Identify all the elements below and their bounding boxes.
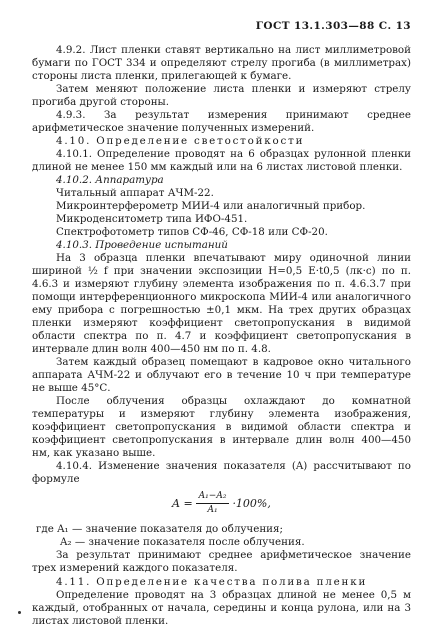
where-line-2: A₂ — значение показателя после облучения. xyxy=(60,536,305,548)
paragraph-4-10-1: 4.10.1. Определение проводят на 6 образцах рулонной пленки длиной не менее 150 мм каждый или на 6 листах листовой пленки. xyxy=(32,148,411,173)
formula-lhs: A = xyxy=(172,497,193,510)
paragraph-result: За результат принимают среднее арифметическое значение трех измерений каждого показателя. xyxy=(32,549,411,574)
subheading-procedure: 4.10.3. Проведение испытаний xyxy=(56,239,228,251)
apparatus-item-2: Микроинтерферометр МИИ-4 или аналогичный прибор. xyxy=(56,200,366,212)
apparatus-item-1: Читальный аппарат АЧМ-22. xyxy=(56,187,214,199)
header-title: ГОСТ 13.1.303—88 С. 13 xyxy=(255,20,411,32)
section-heading-4-10: 4.10. Определение светостойкости xyxy=(56,135,305,147)
paragraph-4-10-4: 4.10.4. Изменение значения показателя (A) рассчитывают по формуле xyxy=(32,460,411,485)
subheading-apparatus: 4.10.2. Аппаратура xyxy=(56,174,164,186)
formula-fraction xyxy=(196,490,230,517)
where-line-1: где A₁ — значение показателя до облучения; xyxy=(36,523,284,535)
formula-rhs: ·100%, xyxy=(232,497,271,510)
section-heading-4-11: 4.11. Определение качества полива пленки xyxy=(56,576,368,588)
formula-denominator: A₁ xyxy=(207,505,218,515)
paragraph-4-11: Определение проводят на 3 образцах длиной не менее 0,5 м каждый, отобранных от начала, середины и конца рулона, или на 3 листах листовой пленки. xyxy=(32,589,411,627)
paragraph-4-9-3: 4.9.3. За результат измерения принимают среднее арифметическое значение полученных измерений. xyxy=(32,109,411,134)
paragraph-procedure: На 3 образца пленки впечатывают миру одиночной линии шириной ½ f при значении экспозиции H=0,5 E·t0,5 (лк·с) по п. 4.6.3 и измеряют глубину элемента изображения по п. 4.6.3.7 при помощи интерференционного микроскопа МИИ-4 или аналогичного ему прибора с погрешностью ±0,1 мкм. На трех других образцах пленки измеряют коэффициент светопропускания в видимой области спектра по п. 4.7 и коэффициент светопропускания в интервале длин волн 400—450 нм по п. 4.8. xyxy=(32,252,411,355)
paragraph-turn-sheet: Затем меняют положение листа пленки и измеряют стрелу прогиба другой стороны. xyxy=(32,83,411,108)
paragraph-irradiation: Затем каждый образец помещают в кадровое окно читального аппарата АЧМ-22 и облучают его в течение 10 ч при температуре не выше 45°С. xyxy=(32,356,411,394)
apparatus-item-3: Микроденситометр типа ИФО-451. xyxy=(56,213,248,225)
formula xyxy=(172,490,411,517)
paragraph-4-9-2: 4.9.2. Лист пленки ставят вертикально на лист миллиметровой бумаги по ГОСТ 334 и определяют стрелу прогиба (в миллиметрах) стороны листа пленки, прилегающей к бумаге. xyxy=(32,44,411,82)
paragraph-after-irradiation: После облучения образцы охлаждают до комнатной температуры и измеряют глубину элемента изображения, коэффициент светопропускания в видимой области спектра и коэффициент светопропускания в интервале длин волн 400—450 нм, как указано выше. xyxy=(32,395,411,459)
formula-numerator: A₁−A₂ xyxy=(196,490,230,504)
page-mark-dot xyxy=(18,611,21,614)
page-header xyxy=(32,20,411,33)
apparatus-item-4: Спектрофотометр типов СФ-46, СФ-18 или СФ-20. xyxy=(56,226,328,238)
